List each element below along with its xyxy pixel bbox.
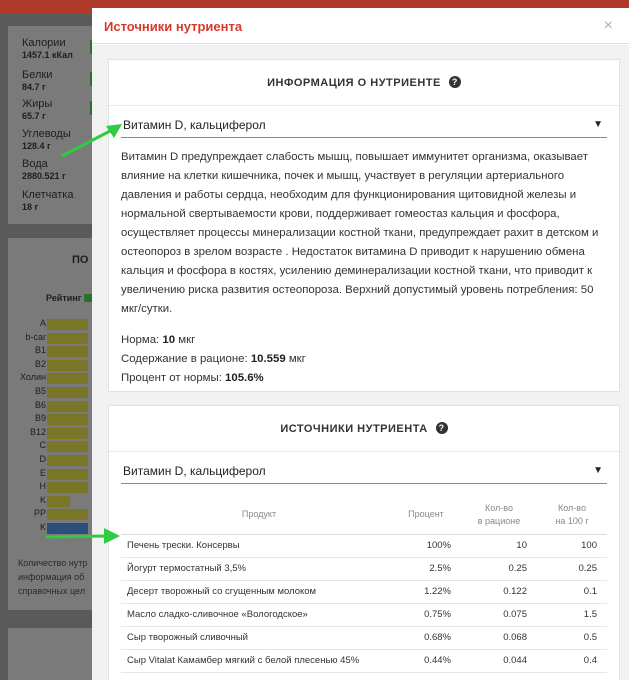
col-amount[interactable] [461,496,537,534]
nutrient-description: Витамин D предупреждает слабость мышц, повышает иммунитет организма, оказывает влияние на клетки кишечника, почек и мышц, участвует в регуляции артериального давления и работы сердца, необходим для функционирования щитовидной железы и нормальной свертываемости крови, поддерживает гомеостаз кальция и фосфора, осуществляет процессы минерализации костной ткани, предупреждает рахит в детском и остеопороз в зрелом возрасте . Недостаток витамина D приводит к нарушению обмена кальция и фосфора в костях, усилению деминерализации костной ткани, что приводит к увеличению риска развития остеопороза. Верхний допустимый уровень потребления: 50 мкг/сутки. [121,151,599,315]
nutrient-select-value: Витамин D, кальциферол [123,118,266,132]
stat-fat: Жиры 65.7 г [22,98,53,121]
percent-cell: 0.75% [391,603,461,626]
vitamin-label: C [39,440,46,451]
vitamin-label: H [39,481,46,492]
sources-select-value: Витамин D, кальциферол [123,464,266,478]
vitamin-label: B6 [34,399,46,410]
amount-cell: 0.075 [461,603,537,626]
vitamin-label: B1 [34,345,46,356]
per100-cell: 0.5 [537,626,607,649]
vitamin-bar [47,333,88,344]
product-cell: Йогурт термостатный 3,5% [121,557,391,580]
chevron-down-icon: ▼ [593,465,603,476]
per100-cell: 0.25 [537,557,607,580]
bottom-panel [8,628,98,680]
stat-fiber: Клетчатка 18 г [22,189,74,212]
norm-value: 10 [162,334,176,346]
nutrient-info-heading [109,60,619,106]
help-icon[interactable]: ? [449,76,461,88]
vitamin-bar [47,319,88,330]
table-row[interactable] [121,649,607,672]
col-amount-line2: в рационе [477,515,521,526]
table-row[interactable] [121,580,607,603]
amount-cell: 10 [461,534,537,557]
vitamin-label: K [39,494,46,505]
content-label: Содержание в рационе: [121,353,248,365]
vitamin-label: K [39,522,46,532]
col-per100-line2: на 100 г [555,515,589,526]
vitamin-label: A [39,318,46,328]
percent-line [121,369,607,388]
stat-water: Вода 2880.521 г [22,158,66,181]
product-cell: Сыр творожный сливочный [121,626,391,649]
nutrient-facts [121,331,607,388]
annotation-arrow-icon [60,120,130,160]
nutrient-sources-heading [109,406,619,452]
percent-cell: 1.22% [391,580,461,603]
vitamin-label: D [39,454,46,464]
product-cell: Масло сладко-сливочное «Вологодское» [121,603,391,626]
vitamin-label: B2 [34,358,46,369]
percent-cell: 100% [391,534,461,557]
stat-calories: Калории 1457.1 кКал [22,37,73,60]
stat-carbs: Углеводы 128.4 г [22,128,71,151]
vitamin-bar [47,496,70,507]
percent-value: 105.6% [225,372,264,384]
content-line [121,350,607,369]
close-icon[interactable]: × [603,17,613,34]
amount-cell: 0.068 [461,626,537,649]
annotation-arrow-icon [44,524,124,548]
vitamin-bar [47,401,88,412]
table-row[interactable] [121,603,607,626]
table-row[interactable] [121,534,607,557]
vitamin-label: E [39,467,46,478]
amount-cell: 0.25 [461,557,537,580]
vitamin-bar [47,428,88,439]
percent-label: Процент от нормы: [121,372,222,384]
panel-heading: ПО [72,254,89,266]
vitamin-bar [47,346,88,357]
modal-body [92,45,629,680]
rating-marker [84,294,92,302]
vitamin-label: B12 [29,426,46,437]
nutrient-sources-heading-text: ИСТОЧНИКИ НУТРИЕНТА [280,423,428,435]
table-header-row [121,496,607,534]
content-unit: мкг [288,353,306,365]
col-per100[interactable] [537,496,607,534]
sources-table [121,496,607,673]
amount-cell: 0.044 [461,649,537,672]
modal-header [92,8,629,44]
help-icon[interactable]: ? [436,422,448,434]
percent-cell: 0.44% [391,649,461,672]
modal-title: Источники нутриента [104,19,243,34]
nutrient-select[interactable] [121,116,607,138]
vitamin-bar [47,373,88,384]
product-cell: Печень трески. Консервы [121,534,391,557]
table-row[interactable] [121,626,607,649]
col-per100-line1: Кол-во [558,502,586,513]
product-cell: Десерт творожный со сгущенным молоком [121,580,391,603]
norm-unit: мкг [178,334,196,346]
vitamin-bar [47,360,88,371]
percent-cell: 2.5% [391,557,461,580]
amount-cell: 0.122 [461,580,537,603]
norm-label: Норма: [121,334,160,346]
sources-nutrient-select[interactable] [121,462,607,484]
col-amount-line1: Кол-во [485,502,513,513]
vitamin-label: b-car [25,331,46,342]
table-row[interactable] [121,557,607,580]
vitamin-bar [47,414,88,425]
chevron-down-icon: ▼ [593,119,603,130]
vitamin-label: B5 [34,386,46,396]
per100-cell: 0.1 [537,580,607,603]
rating-label: Рейтинг [46,293,82,303]
vitamin-bar [47,455,88,466]
nutrient-sources-modal [92,8,629,680]
product-cell: Сыр Vitalat Камамбер мягкий с белой плесенью 45% [121,649,391,672]
vitamin-label: Холин [20,372,46,383]
per100-cell: 0.4 [537,649,607,672]
norm-line [121,331,607,350]
vitamin-bar [47,387,88,398]
vitamin-bar [47,469,88,480]
per100-cell: 100 [537,534,607,557]
nutrient-sources-card [108,405,620,680]
vitamin-bar [47,509,88,520]
vitamin-bar [47,441,88,452]
background-note: Количество нутр информация об справочных цел [18,558,88,596]
nutrient-info-card [108,59,620,392]
nutrient-info-heading-text: ИНФОРМАЦИЯ О НУТРИЕНТЕ [267,77,441,89]
col-percent[interactable]: Процент [391,496,461,534]
vitamin-bar [47,482,88,493]
vitamin-label: B9 [34,413,46,424]
vitamin-label: PP [33,508,46,519]
content-value: 10.559 [250,353,286,365]
stat-protein: Белки 84.7 г [22,69,53,92]
col-product[interactable]: Продукт [121,496,391,534]
percent-cell: 0.68% [391,626,461,649]
per100-cell: 1.5 [537,603,607,626]
